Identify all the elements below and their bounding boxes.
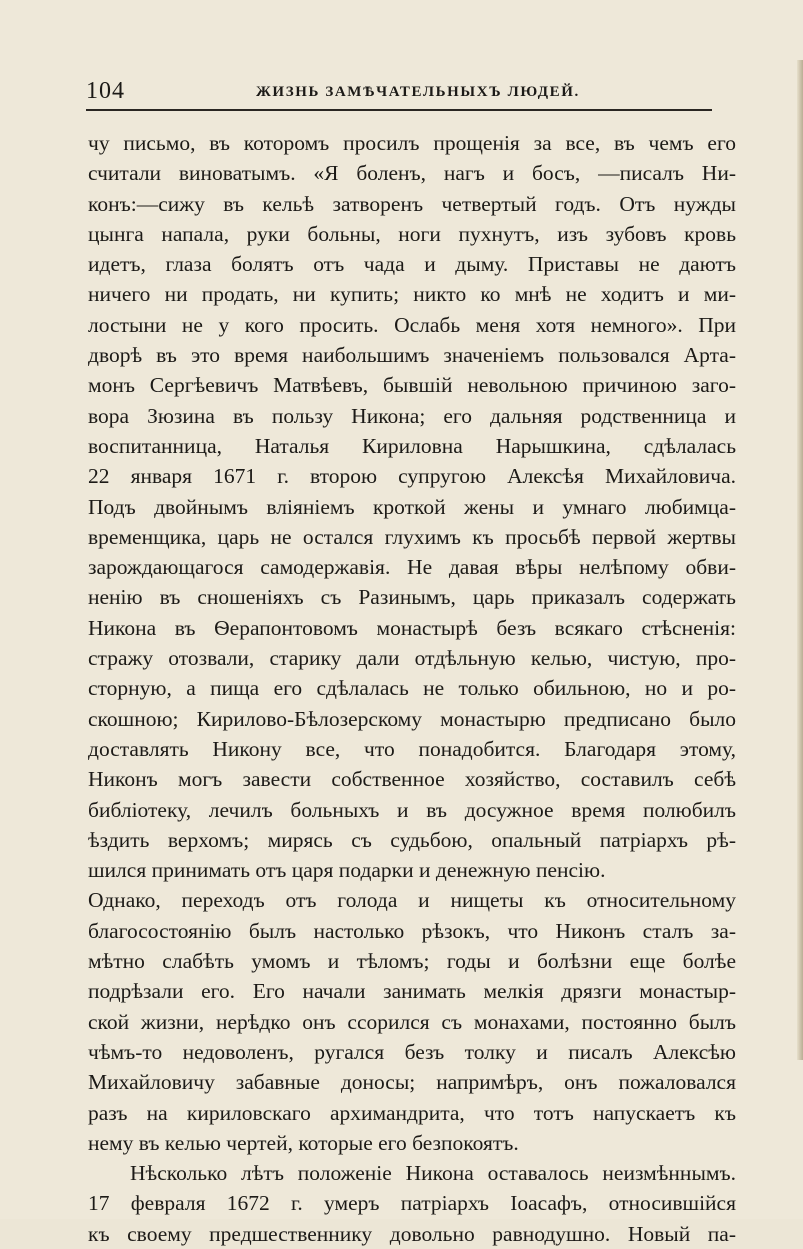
text-line: Никонъ могъ завести собственное хозяйство, составилъ себѣ — [88, 767, 736, 792]
text-line: ненію въ сношеніяхъ съ Разинымъ, царь приказалъ содержать — [88, 585, 736, 610]
text-line: считали виноватымъ. «Я боленъ, нагъ и босъ, —писалъ Ни- — [88, 161, 736, 186]
text-line: Подъ двойнымъ вліяніемъ кроткой жены и умнаго любимца- — [88, 494, 736, 519]
text-line: ской жизни, нерѣдко онъ ссорился съ монахами, постоянно былъ — [88, 1009, 736, 1034]
text-line: чѣмъ-то недоволенъ, ругался безъ толку и писалъ Алексѣю — [88, 1039, 736, 1064]
text-line: сторную, а пища его сдѣлалась не только обильною, но и ро- — [88, 676, 736, 701]
text-line: ѣздить верхомъ; мирясь съ судьбою, опальный патріархъ рѣ- — [88, 827, 736, 852]
text-line: Никона въ Ѳерапонтовомъ монастырѣ безъ всякаго стѣсненія: — [88, 615, 736, 640]
text-line: скошною; Кирилово-Бѣлозерскому монастырю предписано было — [88, 706, 736, 731]
text-line: мѣтно слабѣть умомъ и тѣломъ; годы и болѣзни еще болѣе — [88, 949, 736, 974]
text-line: 17 февраля 1672 г. умеръ патріархъ Іоасафъ, относившійся — [88, 1191, 736, 1216]
running-title: ЖИЗНЬ ЗАМѢЧАТЕЛЬНЫХЪ ЛЮДЕЙ. — [256, 84, 580, 100]
page-edge — [797, 60, 803, 1060]
text-line: воспитанница, Наталья Кириловна Нарышкина, сдѣлалась — [88, 433, 736, 458]
text-line: 22 января 1671 г. второю супругою Алексѣя Михайловича. — [88, 464, 736, 489]
text-line: нему въ келью чертей, которые его безпокоятъ. — [88, 1130, 519, 1155]
page-header — [86, 78, 712, 108]
text-line: монъ Сергѣевичъ Матвѣевъ, бывшій невольною причиною заго- — [88, 373, 736, 398]
page-number: 104 — [86, 78, 125, 104]
text-line: ничего ни продать, ни купить; никто ко мнѣ не ходитъ и ми- — [88, 282, 736, 307]
text-line: доставлять Никону все, что понадобится. Благодаря этому, — [88, 736, 736, 761]
text-line: идетъ, глаза болятъ отъ чада и дыму. Приставы не даютъ — [88, 252, 736, 277]
header-rule — [86, 109, 712, 111]
text-line: къ своему предшественнику довольно равнодушно. Новый па- — [88, 1221, 736, 1246]
text-line: чу письмо, въ которомъ просилъ прощенія за все, въ чемъ его — [88, 131, 736, 155]
text-line: Михайловичу забавные доносы; напримѣръ, онъ пожаловался — [88, 1070, 736, 1095]
text-line: зарождающагося самодержавія. Не давая вѣры нелѣпому обви- — [88, 555, 736, 580]
text-line: Однако, переходъ отъ голода и нищеты къ относительному — [88, 888, 736, 913]
text-line: разъ на кириловскаго архимандрита, что тотъ напускаетъ къ — [88, 1100, 736, 1125]
text-line: лостыни не у кого просить. Ослабь меня хотя немного». При — [88, 312, 736, 337]
text-line: вора Зюзина въ пользу Никона; его дальняя родственница и — [88, 403, 736, 428]
body-text — [88, 128, 736, 1249]
paragraph-first-line: Нѣсколько лѣтъ положеніе Никона оставалось неизмѣннымъ. — [130, 1161, 736, 1186]
text-line: цынга напала, руки больны, ноги пухнутъ, изъ зубовъ кровь — [88, 221, 736, 246]
text-line: конъ:—сижу въ кельѣ затворенъ четвертый годъ. Отъ нужды — [88, 191, 736, 216]
text-line: благосостоянію былъ настолько рѣзокъ, что Никонъ сталъ за- — [88, 918, 736, 943]
text-line: шился принимать отъ царя подарки и денежную пенсію. — [88, 858, 606, 883]
text-line: дворѣ въ это время наибольшимъ значеніемъ пользовался Арта- — [88, 343, 736, 368]
text-line: временщика, царь не остался глухимъ къ просьбѣ первой жертвы — [88, 524, 736, 549]
text-line: подрѣзали его. Его начали занимать мелкія дрязги монастыр- — [88, 979, 736, 1004]
text-line: библіотеку, лечилъ больныхъ и въ досужное время полюбилъ — [88, 797, 736, 822]
text-line: стражу отозвали, старику дали отдѣльную келью, чистую, про- — [88, 646, 736, 671]
